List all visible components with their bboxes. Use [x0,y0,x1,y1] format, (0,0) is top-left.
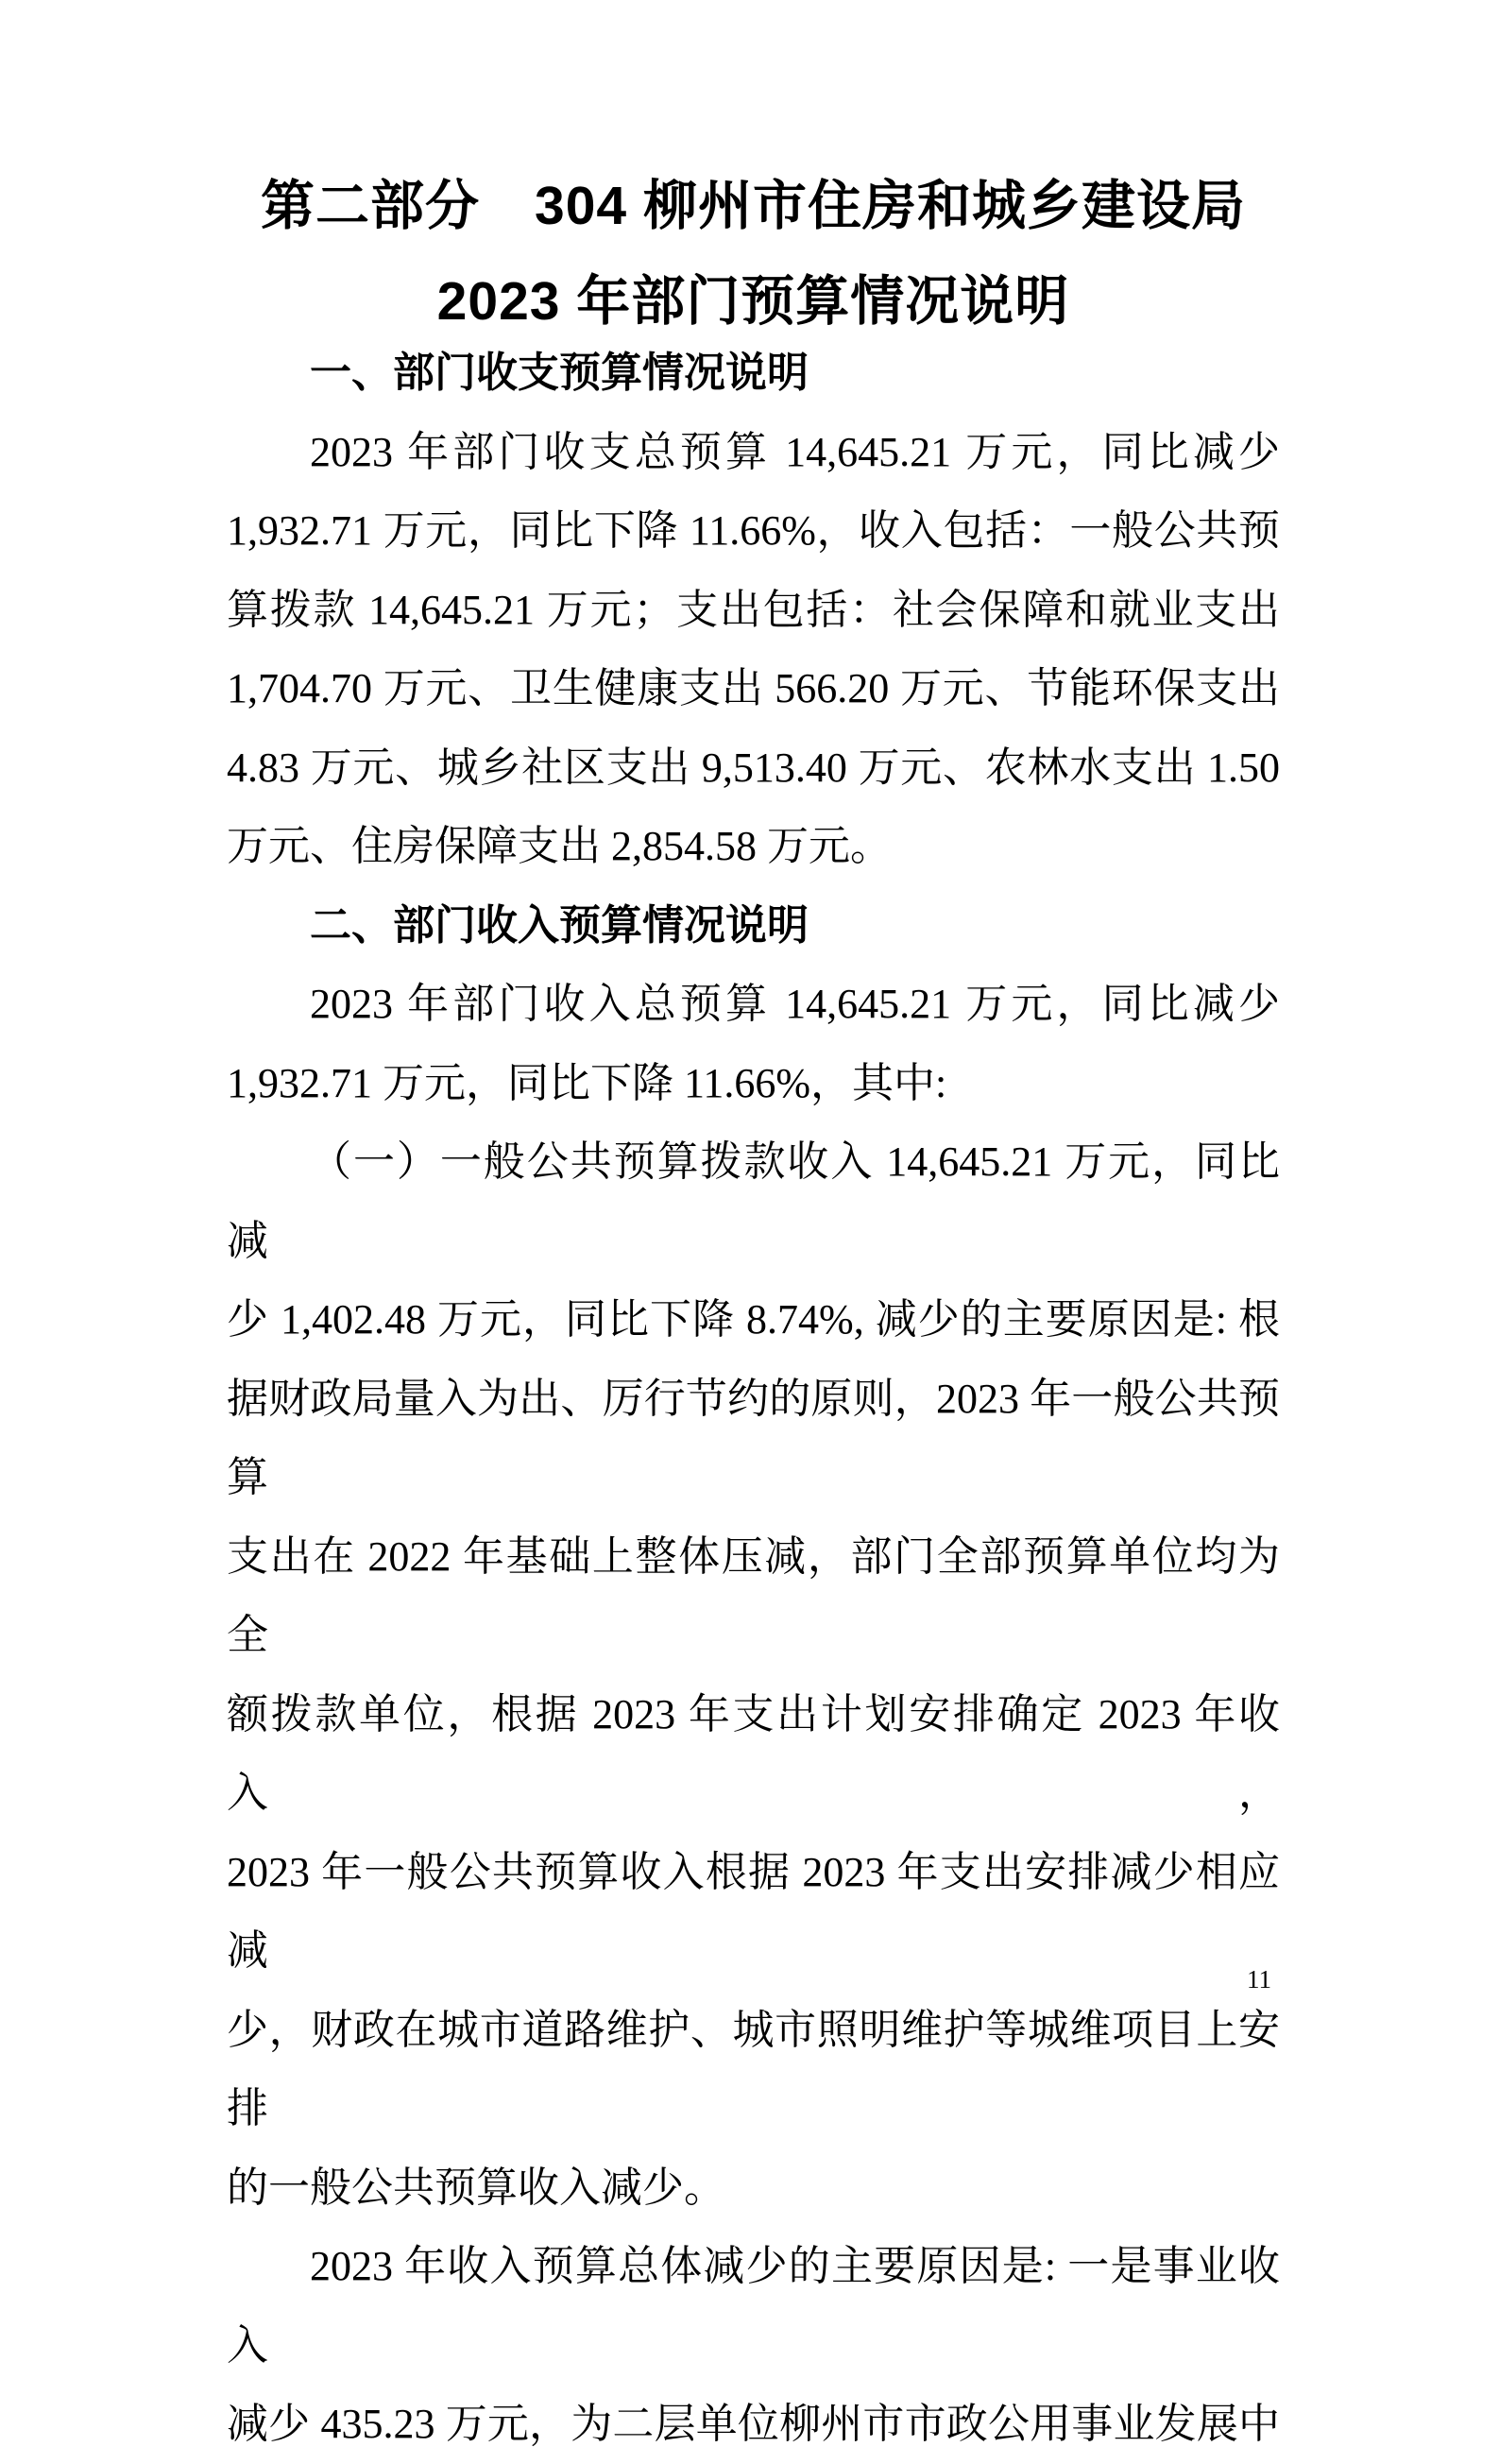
body-line: 2023 年收入预算总体减少的主要原因是: 一是事业收入 [227,2243,1280,2369]
body-line: 2023 年一般公共预算收入根据 2023 年支出安排减少相应减 [227,1848,1280,1974]
document-title [227,159,1280,350]
section-1-heading: 一、部门收支预算情况说明 [310,350,809,396]
title-line-2: 2023 年部门预算情况说明 [436,271,1070,332]
body-line: 少 1,402.48 万元，同比下降 8.74%, 减少的主要原因是: 根 [227,1296,1280,1343]
title-line-1: 第二部分 304 柳州市住房和城乡建设局 [261,176,1246,236]
body-line: 据财政局量入为出、厉行节约的原则，2023 年一般公共预算 [227,1375,1280,1500]
body-line: 额拨款单位，根据 2023 年支出计划安排确定 2023 年收入， [227,1690,1280,1816]
body-line: 4.83 万元、城乡社区支出 9,513.40 万元、农林水支出 1.50 [227,744,1280,791]
body-line: 支出在 2022 年基础上整体压减，部门全部预算单位均为全 [227,1532,1280,1658]
page-number: 11 [1247,1965,1271,1993]
body-line: 2023 年部门收入总预算 14,645.21 万元，同比减少 [310,981,1280,1027]
body-line: 算拨款 14,645.21 万元；支出包括：社会保障和就业支出 [227,586,1280,633]
section-2-heading: 二、部门收入预算情况说明 [310,901,809,949]
body-line: 少，财政在城市道路维护、城市照明维护等城维项目上安排 [227,2006,1280,2131]
body-line: 1,704.70 万元、卫生健康支出 566.20 万元、节能环保支出 [227,665,1280,711]
document-body [227,334,1280,2464]
body-line: 的一般公共预算收入减少。 [227,2164,725,2211]
body-line: 减少 435.23 万元，为二层单位柳州市市政公用事业发展中 [227,2401,1280,2447]
body-line: 1,932.71 万元，同比下降 11.66%，收入包括：一般公共预 [227,507,1280,554]
body-line: 2023 年部门收支总预算 14,645.21 万元，同比减少 [310,428,1280,475]
body-line: （一）一般公共预算拨款收入 14,645.21 万元，同比减 [227,1138,1280,1264]
body-line: 1,932.71 万元，同比下降 11.66%，其中: [227,1059,947,1106]
body-line: 万元、住房保障支出 2,854.58 万元。 [227,823,892,869]
